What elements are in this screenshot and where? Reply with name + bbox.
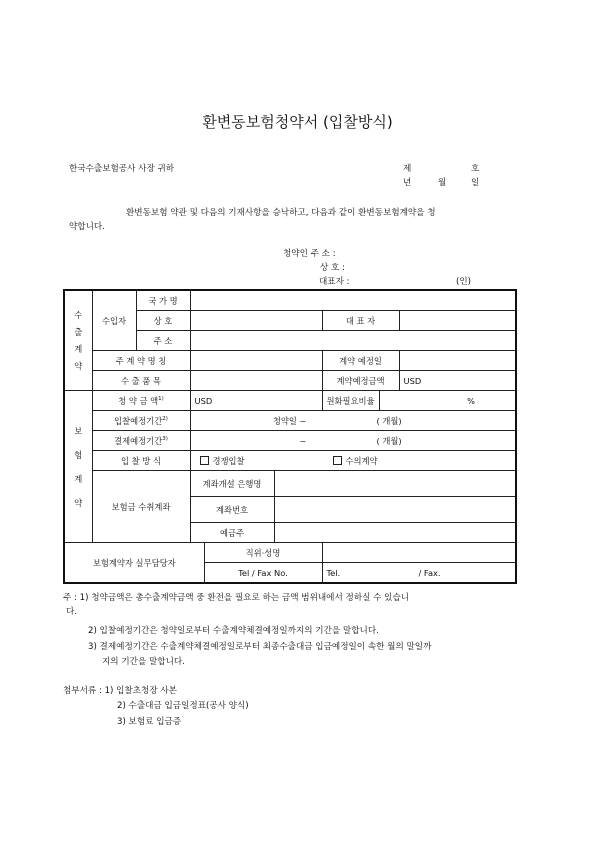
negotiated-contract-option[interactable]: 수의계약: [333, 456, 378, 466]
bid-period-label: 입찰예정기간$^{2)}$: [92, 411, 190, 431]
note-3-line1: 3) 결제예정기간은 수출계약체결예정일로부터 최종수출대금 입금예정일이 속한 월의 말일까: [88, 642, 432, 652]
contract-currency: USD: [403, 375, 422, 386]
note-2: 2) 입찰예정기간은 청약일로부터 수출계약체결예정일까지의 기간을 말합니다.: [88, 626, 379, 636]
importer-label: 수입자: [92, 290, 136, 351]
bid-period-start: 청약일 ~: [272, 415, 307, 426]
applied-currency: USD: [194, 395, 213, 406]
intro-text-line1: 환변동보험 약관 및 다음의 기재사항을 승낙하고, 다음과 같이 환변동보험계약을 청: [126, 208, 436, 218]
settle-period-label: 결제예정기간$^{3)}$: [92, 431, 190, 451]
depositor-label: 예금주: [190, 523, 274, 543]
doc-no-suffix: 호: [471, 164, 480, 174]
note-1-line2: 다.: [66, 607, 78, 617]
attachment-1: 첨부서류 : 1) 입찰초청장 사본: [63, 686, 177, 696]
bid-period-months: ( 개월): [376, 415, 402, 426]
applicant-company-label: 상 호 :: [320, 263, 345, 273]
date-day: 일: [471, 178, 480, 188]
competitive-bid-option[interactable]: 경쟁입찰: [195, 455, 333, 467]
tel-label: Tel.: [326, 567, 341, 578]
account-no-field[interactable]: [274, 497, 516, 523]
insurance-contract-group-label: 보 험 계 약: [64, 391, 92, 543]
export-item-label: 수 출 품 목: [92, 371, 190, 391]
note-1-line1: 주 : 1) 청약금액은 총수출계약금액 중 환전을 필요로 하는 금액 범위내에서 정하실 수 있습니: [63, 593, 410, 603]
recipient: 한국수출보험공사 사장 귀하: [69, 164, 175, 174]
bid-method-options: [190, 451, 516, 471]
representative-field[interactable]: [399, 311, 516, 331]
bank-field[interactable]: [274, 471, 516, 497]
depositor-field[interactable]: [274, 523, 516, 543]
contract-name-label: 주 계 약 명 칭: [92, 351, 190, 371]
attachment-2: 2) 수출대금 입금일정표(공사 양식): [117, 701, 249, 711]
applied-amount-field[interactable]: [190, 391, 322, 411]
settle-period-field[interactable]: [190, 431, 516, 451]
position-name-label: 직위·성명: [204, 543, 322, 563]
tel-fax-label: Tel / Fax No.: [204, 563, 322, 584]
contract-name-field[interactable]: [190, 351, 322, 371]
seal-mark: (인): [456, 277, 472, 287]
krw-ratio-field[interactable]: [379, 391, 516, 411]
bid-method-label: 입 찰 방 식: [92, 451, 190, 471]
application-form-table: [63, 289, 517, 584]
account-label: 보험금 수취계좌: [92, 471, 190, 543]
settle-period-tilde: ~: [299, 435, 307, 446]
country-field[interactable]: [190, 290, 516, 311]
bank-label: 계좌개설 은행명: [190, 471, 274, 497]
contract-amount-field[interactable]: [399, 371, 516, 391]
bid-period-field[interactable]: [190, 411, 516, 431]
company-label: 상 호: [136, 311, 190, 331]
page-title: 환변동보험청약서 (입찰방식): [202, 113, 393, 131]
address-label: 주 소: [136, 331, 190, 351]
tel-fax-field[interactable]: [322, 563, 516, 584]
applicant-address-label: 청약인 주 소 :: [283, 249, 336, 259]
company-field[interactable]: [190, 311, 322, 331]
applied-amount-label: 청 약 금 액$^{1)}$: [92, 391, 190, 411]
date-year: 년: [403, 178, 412, 188]
negotiated-checkbox[interactable]: [333, 456, 342, 465]
percent-sign: %: [467, 395, 476, 406]
contact-label: 보험계약자 실무담당자: [64, 543, 204, 584]
representative-label: 대 표 자: [322, 311, 399, 331]
attachment-3: 3) 보험료 입금증: [117, 717, 182, 727]
contract-amount-label: 계약예정금액: [322, 371, 399, 391]
krw-ratio-label: 원화필요비율: [322, 391, 379, 411]
address-field[interactable]: [190, 331, 516, 351]
applicant-rep-label: 대표자 :: [319, 277, 350, 287]
date-month: 월: [438, 178, 447, 188]
doc-no-label: 제: [403, 164, 412, 174]
intro-text-line2: 약합니다.: [69, 222, 105, 232]
contract-date-label: 계약 예정일: [322, 351, 399, 371]
fax-label: / Fax.: [418, 567, 441, 578]
position-name-field[interactable]: [322, 543, 516, 563]
export-contract-group-label: 수 출 계 약: [64, 290, 92, 391]
export-item-field[interactable]: [190, 371, 322, 391]
competitive-checkbox[interactable]: [200, 456, 209, 465]
country-label: 국 가 명: [136, 290, 190, 311]
note-3-line2: 지의 기간을 말합니다.: [102, 657, 185, 667]
account-no-label: 계좌번호: [190, 497, 274, 523]
contract-date-field[interactable]: [399, 351, 516, 371]
settle-period-months: ( 개월): [376, 435, 402, 446]
